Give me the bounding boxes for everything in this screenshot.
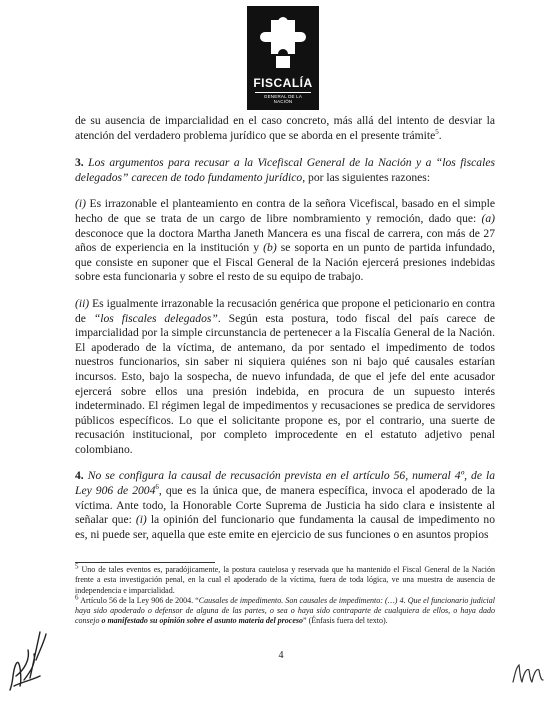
footnote-ref-5: 5 bbox=[435, 127, 439, 136]
paragraph-3: 3. Los argumentos para recusar a la Vicefiscal General de la Nación y a “los fiscales delegados” carecen de todo fundamento jurídico, por las siguientes razones: bbox=[75, 156, 495, 184]
section-number: 4. bbox=[75, 469, 84, 483]
main-text bbox=[75, 114, 495, 542]
paragraph-ii: (ii) Es igualmente irrazonable la recusación genérica que propone el peticionario en contra de “los fiscales delegados”. Según esta postura, todo fiscal del país carece de imparcialidad por la simple circunstancia de pertenecer a la Fiscalía General de la Nación. El apoderado de la víctima, de antemano, da por sentado el impedimento de todos nuestros funcionarios, sin saber ni siquiera quiénes son ni bajo qué causales estarían incursos. Esto, bajo la sospecha, de nuevo infundada, de que el jefe del ente acusador ejercerá sobre ellos una presión indebida, en procura de un supuesto interés indeterminado. El régimen legal de impedimentos y recusaciones se predica de servidores públicos específicos. Lo que el solicitante propone es, por el contrario, una suerte de recusación institucional, por completo improcedente en el estatuto adjetivo penal colombiano. bbox=[75, 296, 495, 456]
footnotes bbox=[75, 562, 495, 627]
handwritten-initials bbox=[510, 660, 550, 688]
paragraph-i: (i) Es irrazonable el planteamiento en contra de la señora Vicefiscal, basado en el simple hecho de que se trata de un cargo de libre nombramiento y remoción, dado que: (a) desconoce que la doctora Martha Janeth Mancera es una fiscal de carrera, con más de 27 años de experiencia en la institución y (b) se soporta en un punto de partida infundado, que consiste en suponer que el Fiscal General de la Nación ejercerá presiones indebidas sobre esta funcionaria y sobre el resto de su equipo de trabajo. bbox=[75, 197, 495, 284]
section-number: 3. bbox=[75, 156, 84, 170]
page-number: 4 bbox=[278, 650, 284, 661]
footnote-divider bbox=[75, 562, 215, 563]
paragraph-4: 4. No se configura la causal de recusación prevista en el artículo 56, numeral 4º, de la Ley 906 de 2004$^6$, que es la única que, de manera específica, invoca el apoderado de la víctima. Ante todo, la Honorable Corte Suprema de Justicia ha sido clara e insistente al señalar que: (i) la opinión del funcionario que fundamenta la causal de impedimento no es, ni puede ser, aquella que este emite en ejercicio de sus funciones o en asuntos propios bbox=[75, 469, 496, 541]
footnote-5: $^5$ Uno de tales eventos es, paradójicamente, la postura cautelosa y reservada que ha mantenido el Fiscal General de la Nación frente a esta investigación penal, en la cual el apoderado de la víctima, fuera de toda lógica, ve una muestra de ausencia de independencia e imparcialidad. bbox=[75, 562, 495, 595]
footnote-6: $^6$ Artículo 56 de la Ley 906 de 2004. “Causales de impedimento. Son causales de impedimento: (…) 4. Que el funcionario judicial haya sido apoderado o defensor de alguna de las partes, o sea o haya sido contraparte de cualquiera de ellos, o haya dado consejo o manifestado su opinión sobre el asunto materia del proceso” (Énfasis fuera del texto). bbox=[75, 593, 495, 626]
paragraph-continuation: de su ausencia de imparcialidad en el caso concreto, más allá del intento de desviar la atención del verdadero problema jurídico que se aborda en el presente trámite$^5$. bbox=[75, 114, 495, 142]
fiscalia-logo bbox=[247, 6, 319, 110]
footnote-ref-6: 6 bbox=[155, 483, 159, 492]
logo-subtitle: GENERAL DE LA NACIÓN bbox=[255, 92, 311, 104]
puzzle-piece-icon bbox=[259, 16, 307, 72]
logo-brand-text: FISCALÍA bbox=[253, 76, 313, 90]
handwritten-signature bbox=[6, 620, 50, 696]
